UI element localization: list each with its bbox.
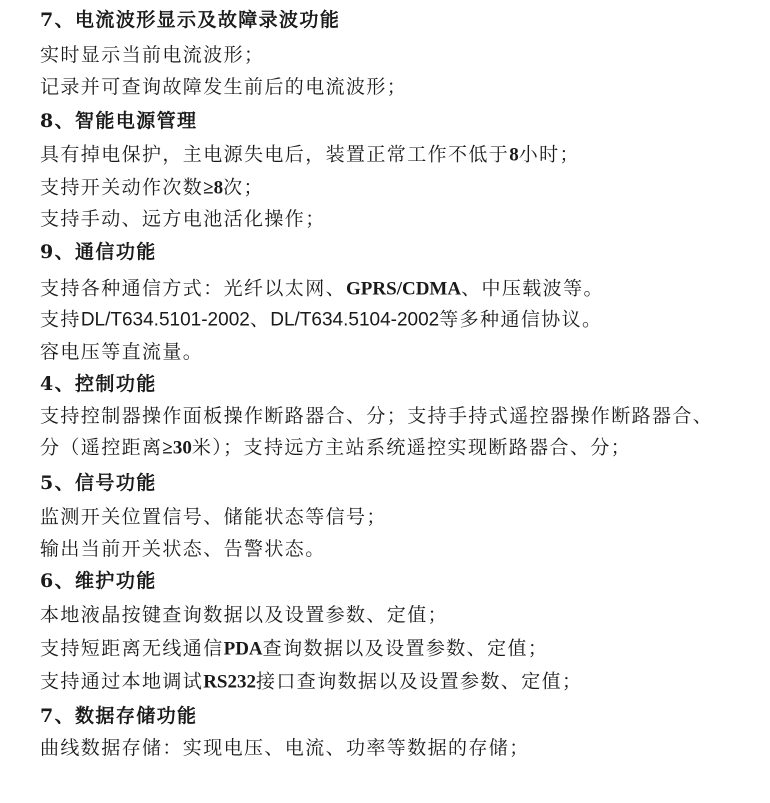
text-segment: 5、信号功能: [40, 472, 157, 494]
body-line: [40, 505, 387, 529]
body-line: [40, 207, 326, 231]
text-segment: 、中压载波等。: [461, 277, 604, 300]
text-segment: 8: [509, 144, 519, 166]
text-segment: 支持手动、远方电池活化操作；: [40, 208, 326, 230]
text-segment: 、: [249, 308, 271, 331]
body-line: [40, 637, 548, 662]
text-segment: 记录并可查询故障发生前后的电流波形；: [40, 76, 408, 98]
text-segment: 实时显示当前电流波形；: [40, 44, 265, 66]
text-segment: 次；: [223, 176, 264, 199]
body-line: [40, 176, 264, 201]
body-line: [40, 670, 582, 695]
text-segment: ≥30: [162, 437, 192, 459]
text-segment: RS232: [203, 671, 256, 693]
body-line: [40, 75, 407, 99]
section-heading: [40, 471, 157, 495]
text-segment: 支持: [40, 308, 81, 331]
text-segment: ≥8: [203, 177, 224, 199]
body-line: [40, 603, 448, 627]
text-segment: 6、维护功能: [40, 570, 157, 592]
text-segment: 具有掉电保护，主电源失电后，装置正常工作不低于: [40, 143, 510, 166]
text-segment: 容电压等直流量。: [40, 341, 204, 363]
text-segment: 8、智能电源管理: [40, 110, 198, 132]
text-segment: 支持开关动作次数: [40, 176, 204, 199]
text-segment: 输出当前开关状态、告警状态。: [40, 538, 326, 560]
body-line: [40, 537, 326, 561]
text-segment: 支持短距离无线通信: [40, 637, 224, 660]
text-segment: 本地液晶按键查询数据以及设置参数、定值；: [40, 604, 449, 626]
text-segment: 9、通信功能: [40, 241, 157, 263]
text-segment: DL/T634.5101-2002: [80, 309, 250, 331]
text-segment: 接口查询数据以及设置参数、定值；: [256, 670, 583, 693]
body-line: [40, 340, 203, 364]
text-segment: 分（遥控距离: [40, 436, 163, 459]
body-line: [40, 404, 713, 428]
body-line: [40, 308, 602, 333]
text-segment: 等多种通信协议。: [439, 308, 603, 331]
text-segment: 4、控制功能: [40, 373, 157, 395]
text-segment: DL/T634.5104-2002: [270, 309, 440, 331]
section-heading: [40, 704, 197, 728]
text-segment: 7、电流波形显示及故障录波功能: [40, 9, 341, 31]
text-segment: 小时；: [518, 143, 580, 166]
text-segment: 7、数据存储功能: [40, 705, 198, 727]
body-line: [40, 436, 631, 461]
section-heading: [40, 372, 157, 396]
text-segment: 曲线数据存储：实现电压、电流、功率等数据的存储；: [40, 737, 530, 759]
text-segment: 支持控制器操作面板操作断路器合、分；支持手持式遥控器操作断路器合、: [40, 405, 714, 427]
body-line: [40, 277, 604, 302]
text-segment: 监测开关位置信号、储能状态等信号；: [40, 506, 387, 528]
text-segment: 米）；支持远方主站系统遥控实现断路器合、分；: [191, 436, 632, 459]
text-segment: 支持各种通信方式：光纤以太网、: [40, 277, 347, 300]
text-segment: GPRS/CDMA: [346, 278, 462, 300]
text-segment: 查询数据以及设置参数、定值；: [262, 637, 549, 660]
body-line: [40, 143, 580, 168]
body-line: [40, 43, 264, 67]
section-heading: [40, 240, 157, 264]
text-segment: 支持通过本地调试: [40, 670, 204, 693]
section-heading: [40, 569, 157, 593]
section-heading: [40, 8, 340, 32]
body-line: [40, 736, 530, 760]
section-heading: [40, 109, 197, 133]
text-segment: PDA: [223, 638, 263, 660]
